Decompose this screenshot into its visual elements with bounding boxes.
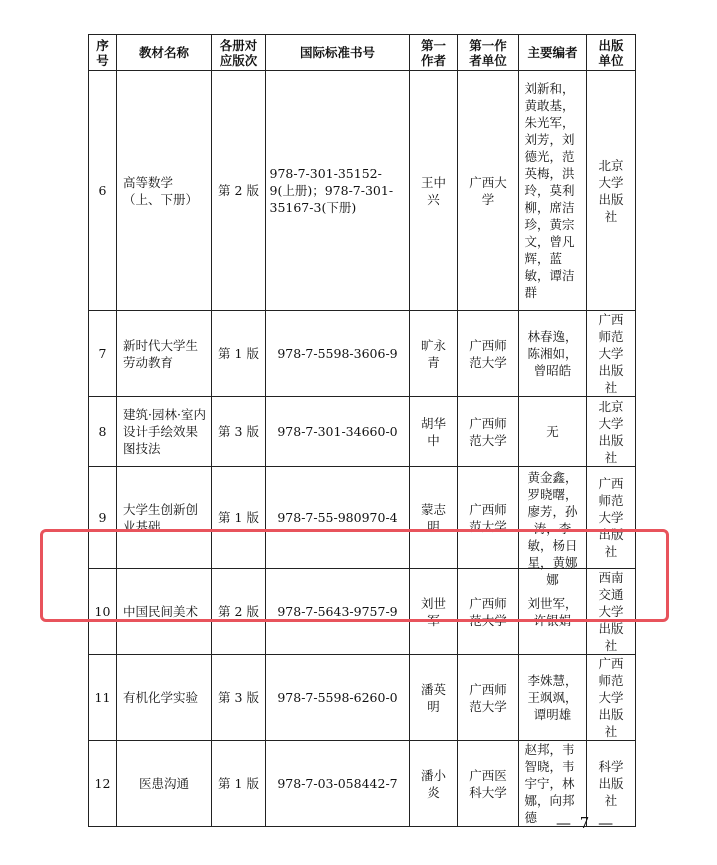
table-row	[89, 397, 636, 467]
cell-author: 胡华中	[410, 397, 458, 467]
header-editors: 主要编者	[519, 35, 587, 71]
header-name: 教材名称	[117, 35, 212, 71]
cell-edition: 第 1 版	[212, 311, 266, 397]
cell-unit: 广西医科大学	[458, 741, 519, 827]
cell-isbn: 978-7-5598-6260-0	[266, 655, 410, 741]
cell-edition: 第 1 版	[212, 741, 266, 827]
cell-name: 大学生创新创业基础	[117, 467, 212, 569]
cell-name: 高等数学（上、下册）	[117, 71, 212, 311]
header-author: 第一作者	[410, 35, 458, 71]
cell-publisher: 广西师范大学出版社	[587, 467, 636, 569]
cell-editors: 李姝慧，王飒飒，谭明雄	[519, 655, 587, 741]
cell-publisher: 北京大学出版社	[587, 397, 636, 467]
table-row	[89, 71, 636, 311]
header-edition: 各册对应版次	[212, 35, 266, 71]
cell-unit: 广西师范大学	[458, 655, 519, 741]
cell-unit: 广西师范大学	[458, 311, 519, 397]
cell-author: 潘小炎	[410, 741, 458, 827]
cell-publisher: 西南交通大学出版社	[587, 569, 636, 655]
textbook-table	[88, 34, 636, 827]
cell-publisher: 广西师范大学出版社	[587, 311, 636, 397]
cell-no: 8	[89, 397, 117, 467]
cell-editors: 赵邦，韦智晓，韦宇宁，林娜，向邦德	[519, 741, 587, 827]
cell-author: 刘世军	[410, 569, 458, 655]
table-header-row	[89, 35, 636, 71]
cell-name: 新时代大学生劳动教育	[117, 311, 212, 397]
cell-no: 11	[89, 655, 117, 741]
cell-isbn: 978-7-301-35152-9(上册)；978-7-301-35167-3(下册)	[266, 71, 410, 311]
cell-no: 7	[89, 311, 117, 397]
table-row	[89, 741, 636, 827]
table-row	[89, 655, 636, 741]
cell-editors: 刘新和，黄敢基，朱光军，刘芳，刘德光，范英梅，洪玲，莫利柳，席洁珍，黄宗文，曾凡辉，蓝敏，谭洁群	[519, 71, 587, 311]
cell-editors: 林春逸，陈湘如，曾昭皓	[519, 311, 587, 397]
cell-isbn: 978-7-55-980970-4	[266, 467, 410, 569]
cell-author: 蒙志明	[410, 467, 458, 569]
cell-editors: 黄金鑫，罗晓曙，廖芳，孙涛，李敏，杨日星，黄娜娜	[519, 467, 587, 569]
cell-editors: 刘世军，许银娟	[519, 569, 587, 655]
cell-edition: 第 1 版	[212, 467, 266, 569]
header-unit: 第一作者单位	[458, 35, 519, 71]
cell-isbn: 978-7-03-058442-7	[266, 741, 410, 827]
cell-no: 12	[89, 741, 117, 827]
cell-no: 6	[89, 71, 117, 311]
cell-publisher: 北京大学出版社	[587, 71, 636, 311]
cell-isbn: 978-7-301-34660-0	[266, 397, 410, 467]
cell-unit: 广西师范大学	[458, 569, 519, 655]
page-number: — 7 —	[556, 814, 616, 832]
cell-unit: 广西大学	[458, 71, 519, 311]
cell-publisher: 科学出版社	[587, 741, 636, 827]
cell-edition: 第 2 版	[212, 569, 266, 655]
cell-edition: 第 3 版	[212, 397, 266, 467]
cell-isbn: 978-7-5643-9757-9	[266, 569, 410, 655]
cell-name: 建筑·园林·室内设计手绘效果图技法	[117, 397, 212, 467]
cell-author: 旷永青	[410, 311, 458, 397]
header-isbn: 国际标准书号	[266, 35, 410, 71]
cell-unit: 广西师范大学	[458, 397, 519, 467]
cell-author: 王中兴	[410, 71, 458, 311]
table-row	[89, 467, 636, 569]
header-publisher: 出版单位	[587, 35, 636, 71]
cell-name: 中国民间美术	[117, 569, 212, 655]
cell-no: 10	[89, 569, 117, 655]
cell-edition: 第 3 版	[212, 655, 266, 741]
cell-publisher: 广西师范大学出版社	[587, 655, 636, 741]
cell-name: 医患沟通	[117, 741, 212, 827]
cell-isbn: 978-7-5598-3606-9	[266, 311, 410, 397]
cell-author: 潘英明	[410, 655, 458, 741]
cell-edition: 第 2 版	[212, 71, 266, 311]
header-no: 序号	[89, 35, 117, 71]
cell-unit: 广西师范大学	[458, 467, 519, 569]
cell-name: 有机化学实验	[117, 655, 212, 741]
cell-no: 9	[89, 467, 117, 569]
cell-editors: 无	[519, 397, 587, 467]
table-row	[89, 311, 636, 397]
